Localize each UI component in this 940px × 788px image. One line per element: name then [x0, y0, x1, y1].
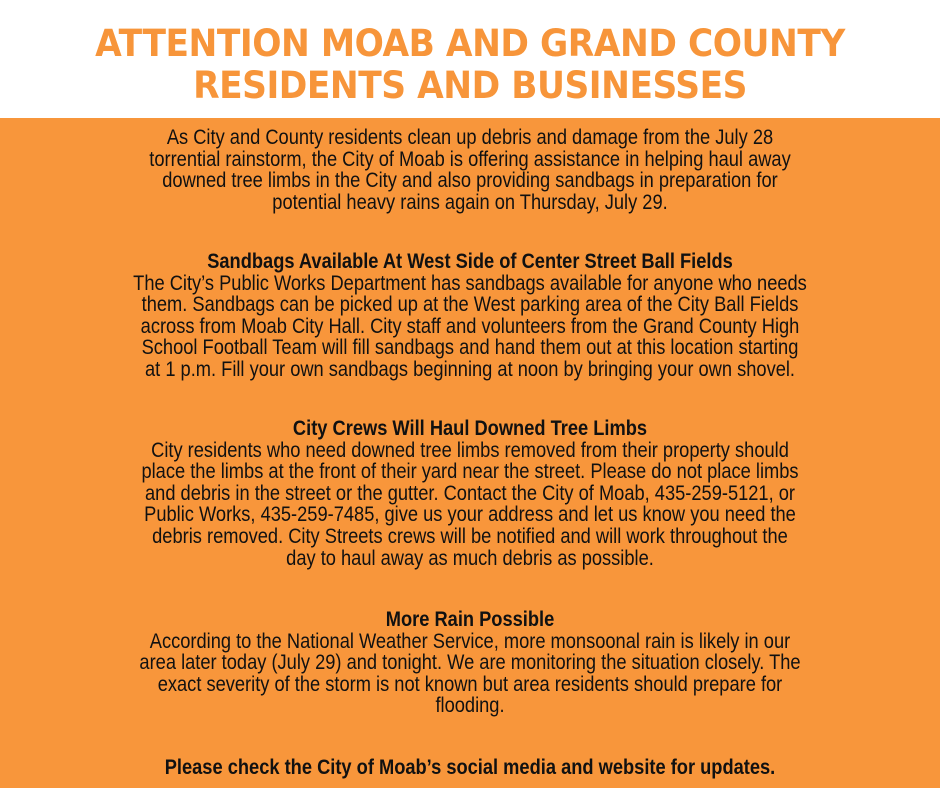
section-line: flooding. — [435, 694, 505, 718]
page-title-line-1: ATTENTION MOAB AND GRAND COUNTY — [95, 22, 845, 65]
header — [0, 0, 940, 118]
section-heading: More Rain Possible — [385, 608, 555, 631]
section-heading: Sandbags Available At West Side of Center Street Ball Fields — [207, 250, 733, 273]
section-line: at 1 p.m. Fill your own sandbags beginning at noon by bringing your own shovel. — [145, 357, 795, 381]
section-line: area later today (July 29) and tonight. We are monitoring the situation closely. The — [139, 651, 801, 675]
section-sandbags — [0, 251, 940, 381]
page-title-line-2: RESIDENTS AND BUSINESSES — [193, 64, 747, 107]
intro-line: potential heavy rains again on Thursday, July 29. — [272, 190, 668, 214]
intro-line: As City and County residents clean up debris and damage from the July 28 — [166, 126, 774, 149]
section-line: City residents who need downed tree limbs removed from their property should — [151, 438, 789, 462]
section-more-rain — [0, 609, 940, 717]
section-line: The City’s Public Works Department has sandbags available for anyone who needs — [133, 271, 807, 295]
announcement-panel — [0, 118, 940, 788]
section-tree-limbs — [0, 418, 940, 569]
intro-paragraph — [0, 127, 940, 213]
section-line: School Football Team will fill sandbags and hand them out at this location starting — [141, 336, 799, 360]
footer-text: Please check the City of Moab’s social media and website for updates. — [164, 756, 776, 779]
section-line: Public Works, 435-259-7485, give us your address and let us know you need the — [144, 503, 796, 527]
section-line: across from Moab City Hall. City staff and volunteers from the Grand County High — [140, 314, 800, 338]
section-line: debris removed. City Streets crews will be notified and will work throughout the — [152, 524, 788, 548]
section-heading: City Crews Will Haul Downed Tree Limbs — [292, 417, 648, 440]
section-line: day to haul away as much debris as possible. — [286, 546, 654, 570]
intro-line: downed tree limbs in the City and also providing sandbags in preparation for — [162, 169, 778, 193]
section-line: According to the National Weather Service, more monsoonal rain is likely in our — [149, 629, 791, 653]
section-line: and debris in the street or the gutter. Contact the City of Moab, 435-259-5121, or — [145, 481, 795, 505]
section-line: exact severity of the storm is not known but area residents should prepare for — [157, 672, 783, 696]
section-line: them. Sandbags can be picked up at the West parking area of the City Ball Fields — [141, 293, 799, 317]
footer-note — [0, 757, 940, 779]
section-line: place the limbs at the front of their yard near the street. Please do not place limbs — [141, 460, 799, 484]
intro-line: torrential rainstorm, the City of Moab is offering assistance in helping haul away — [149, 147, 791, 171]
